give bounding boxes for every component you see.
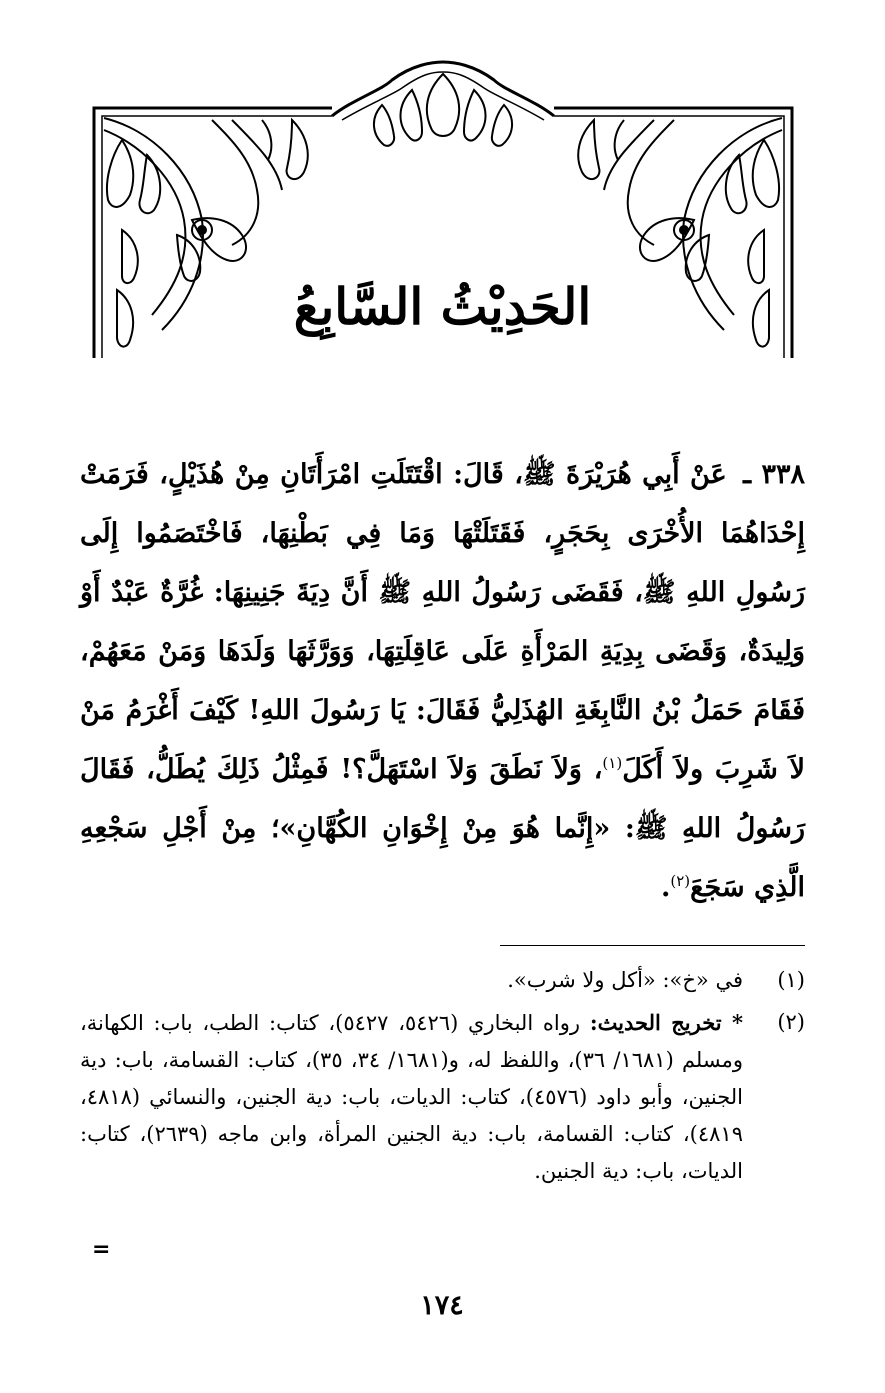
- hadith-paragraph: [80, 445, 805, 917]
- footnote-item: [80, 962, 805, 999]
- chapter-title: الحَدِيْثُ السَّابِعُ: [293, 277, 592, 336]
- footnote-heading: * تخريج الحديث:: [589, 1010, 743, 1035]
- hadith-text-part1: عَنْ أَبِي هُرَيْرَةَ ﷺ، قَالَ: اقْتَتَلَتِ امْرَأَتَانِ مِنْ هُذَيْلٍ، فَرَمَتْ إِحْدَاهُمَا الأُخْرَى بِحَجَرٍ، فَقَتَلَتْهَا وَمَا فِي بَطْنِهَا، فَاخْتَصَمُوا إِلَى رَسُولِ اللهِ ﷺ، فَقَضَى رَسُولُ اللهِ ﷺ أَنَّ دِيَةَ جَنِينِهَا: غُرَّةٌ عَبْدٌ أَوْ وَلِيدَةٌ، وَقَضَى بِدِيَةِ المَرْأَةِ عَلَى عَاقِلَتِهَا، وَوَرَّثَهَا وَلَدَهَا وَمَنْ مَعَهُمْ، فَقَامَ حَمَلُ بْنُ النَّابِغَةِ الهُذَلِيُّ فَقَالَ: يَا رَسُولَ اللهِ! كَيْفَ أَغْرَمُ مَنْ لاَ شَرِبَ ولاَ أَكَلَ: [80, 459, 805, 785]
- footnote-item: [80, 1004, 805, 1190]
- continuation-mark: =: [92, 1237, 111, 1262]
- footnote-ref-2[interactable]: (٢): [670, 872, 691, 890]
- footnote-separator: [500, 945, 805, 946]
- hadith-text-end: .: [660, 872, 671, 903]
- footnote-number: (١): [777, 968, 805, 992]
- hadith-text-part2: ، وَلاَ نَطَقَ وَلاَ اسْتَهَلَّ؟! فَمِثْلُ ذَلِكَ يُطَلُّ، فَقَالَ رَسُولُ اللهِ ﷺ: «إِنَّما هُوَ مِنْ إِخْوَانِ الكُهَّانِ»؛ مِنْ أَجْلِ سَجْعِهِ الَّذِي سَجَعَ: [80, 754, 805, 903]
- footnote-number: (٢): [777, 1010, 805, 1034]
- footnote-ref-1[interactable]: (١): [602, 754, 623, 772]
- hadith-number: ٣٣٨ ـ: [743, 459, 806, 490]
- footnote-text: [80, 1004, 743, 1190]
- footnotes: [80, 962, 805, 1195]
- page-number: ١٧٤: [420, 1290, 464, 1321]
- hadith-body: [80, 445, 805, 917]
- footnote-content: في «خ»: «أكل ولا شرب».: [507, 968, 743, 992]
- footnote-text: [80, 962, 743, 999]
- footnote-content: رواه البخاري (٥٤٢٦، ٥٤٢٧)، كتاب: الطب، باب: الكهانة، ومسلم (١٦٨١/ ٣٦)، واللفظ له، و(١٦٨١/ ٣٤، ٣٥)، كتاب: القسامة، باب: دية الجنين، وأبو داود (٤٥٧٦)، كتاب: الديات، باب: دية الجنين، والنسائي (٤٨١٨، ٤٨١٩)، كتاب: القسامة، باب: دية الجنين المرأة، وابن ماجه (٢٦٣٩)، كتاب: الديات، باب: دية الجنين.: [80, 1011, 743, 1183]
